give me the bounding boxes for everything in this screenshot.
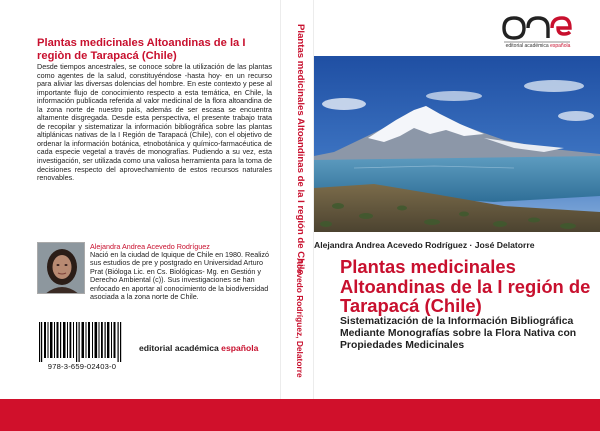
author-photo xyxy=(37,242,85,294)
cover-photo xyxy=(314,56,600,232)
logo-caption-accent: española xyxy=(550,43,571,49)
author-portrait-image xyxy=(38,243,85,294)
author-name: Alejandra Andrea Acevedo Rodríguez xyxy=(90,242,210,251)
andean-landscape-image xyxy=(314,56,600,232)
spine xyxy=(280,0,314,399)
back-cover-description: Desde tiempos ancestrales, se conoce sobre la utilización de las plantas como agentes de la salud, constituyéndose -hasta hoy- en un recurso para aliviar las diversas dolencias del hombre. En este contexto y pese al importante flujo de conocimiento respecto a esta temática, en Chile, la información publicada referida al valor medicinal de la flora altoandina de la zona norte de nuestro país, además de ser escasa se encuentra altamente disgregada. Desde esta perspectiva, el presente trabajo trata de recopilar y sistematizar la información bibliográfica sobre las plantas altiplánicas nativas de la I Región de Tarapacá (Chile), con el objetivo de ordenar la información botánica, etnobotánica y químico-farmacéutica de cada especie vegetal a través de monografías. Pudiendo a su vez, esta investigación, ser utilizada como una valiosa herramienta para la toma de decisiones respecto del aprovechamiento de estos recursos naturales renovables. xyxy=(37,62,272,183)
barcode-image xyxy=(37,322,123,362)
spine-authors: Acevedo Rodríguez, Delatorre xyxy=(295,258,305,378)
publisher-logo-icon xyxy=(500,14,572,56)
publisher-name-main: editorial académica xyxy=(139,343,222,353)
author-bio: Nació en la ciudad de Iquique de Chile en 1980. Realizó sus estudios de pre y postgrado en Universidad Arturo Prat (Bióloga Lic. en Cs. Biológicas- Mg. en Gestión y Derecho Ambiental (c)). Sus investigaciones se han enfocado en aportar al conocimiento de la biodiversidad asociada a la zona norte de Chile. xyxy=(90,250,270,302)
logo-caption xyxy=(490,43,586,49)
front-authors: Alejandra Andrea Acevedo Rodríguez · José Delatorre xyxy=(314,240,535,250)
back-cover-title: Plantas medicinales Altoandinas de la I regiòn de Tarapacá (Chile) xyxy=(37,37,246,62)
front-cover xyxy=(314,0,600,399)
publisher-name-accent: española xyxy=(221,343,259,353)
spine-title: Plantas medicinales Altoandinas de la I región de Chile xyxy=(295,24,306,275)
publisher-name-back xyxy=(139,343,258,353)
front-subtitle: Sistematización de la Información Bibliográfica Mediante Monografías sobre la Flora Nativa con Propiedades Medicinales xyxy=(340,316,577,351)
logo-caption-main: editorial académica xyxy=(505,43,551,49)
front-title: Plantas medicinales Altoandinas de la I región de Tarapacá (Chile) xyxy=(340,256,591,316)
bottom-red-band xyxy=(0,399,600,431)
isbn-number: 978-3-659-02403-0 xyxy=(47,362,117,371)
back-cover xyxy=(0,0,280,399)
